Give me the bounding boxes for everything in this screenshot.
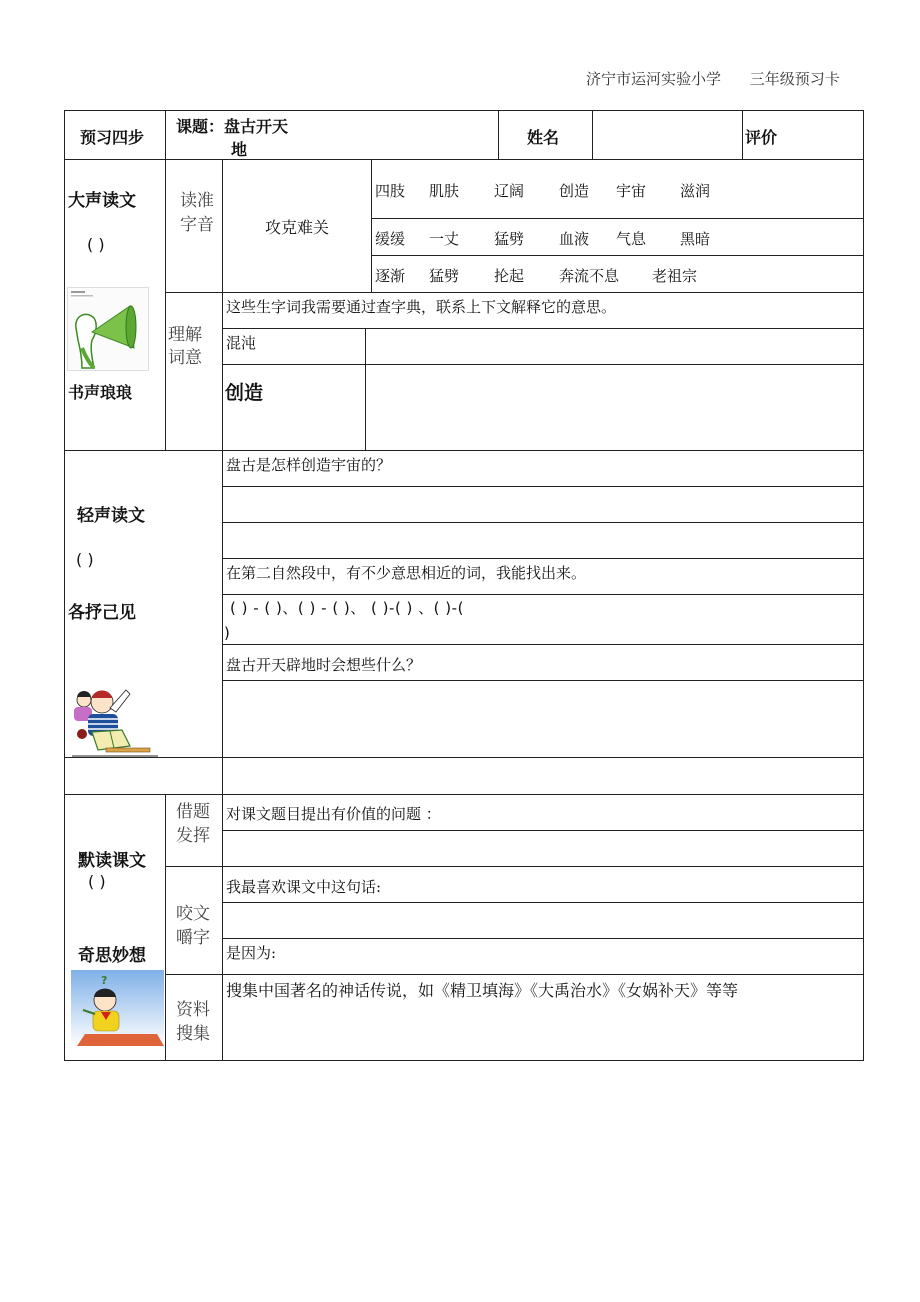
- q1-answer-1[interactable]: [222, 486, 864, 523]
- name-input[interactable]: [592, 110, 743, 160]
- word: 肌肤: [429, 182, 460, 200]
- collect-label-line2: 搜集: [176, 1024, 210, 1044]
- section1-sub-label: 书声琅琅: [68, 383, 133, 402]
- savor-reason-cell[interactable]: [222, 938, 864, 975]
- section1-main-label: 大声读文: [68, 191, 136, 211]
- section2-main-label: 轻声读文: [77, 506, 145, 526]
- section3-score-blank[interactable]: ( ): [88, 872, 106, 891]
- word-pairs-line1: ( ) - ( )、( ) - ( )、 ( )-( ) 、( )-(: [230, 599, 464, 617]
- word-chuangzao: 创造: [225, 382, 264, 404]
- q3-answer[interactable]: [222, 680, 864, 758]
- word: 气息: [616, 230, 647, 248]
- word: 逐渐: [375, 267, 406, 285]
- section2-score-blank[interactable]: ( ): [76, 550, 94, 569]
- word: 黑暗: [680, 230, 711, 248]
- collect-label-line1: 资料: [176, 1000, 210, 1020]
- ask-label-line2: 发挥: [176, 826, 210, 846]
- page-header: [586, 68, 864, 89]
- word: 奔流不息: [559, 267, 620, 285]
- word: 老祖宗: [652, 267, 698, 285]
- ask-answer[interactable]: [222, 830, 864, 867]
- savor-label-line2: 嚼字: [176, 928, 210, 948]
- word: 宇宙: [616, 182, 647, 200]
- svg-text:?: ?: [101, 974, 108, 987]
- section3-sub-label: 奇思妙想: [78, 946, 146, 966]
- megaphone-icon: [68, 288, 148, 370]
- thinking-child-icon: [71, 970, 164, 1046]
- collect-prompt: 搜集中国著名的神话传说，如《精卫填海》《大禹治水》《女娲补天》等等: [226, 981, 739, 1000]
- card-name: 三年级预习卡: [749, 70, 840, 88]
- section3-main-label: 默读课文: [78, 851, 146, 871]
- section2-sub-label: 各抒己见: [68, 603, 136, 623]
- meaning-label-cell: [165, 292, 223, 451]
- conquer-label: 攻克难关: [265, 218, 330, 237]
- meaning-answer-1[interactable]: [365, 328, 864, 365]
- eval-label: 评价: [745, 128, 778, 147]
- word: 血液: [559, 230, 590, 248]
- q1-answer-2[interactable]: [222, 522, 864, 559]
- student-illustration: [70, 680, 160, 757]
- word: 创造: [559, 182, 590, 200]
- word: 猛劈: [429, 267, 460, 285]
- word: 一丈: [429, 230, 460, 248]
- topic-label-line2: 地: [231, 140, 248, 159]
- meaning-answer-2[interactable]: [365, 364, 864, 451]
- word-pairs-line2: ): [224, 624, 230, 642]
- pronounce-label-line2: 字音: [180, 215, 214, 235]
- word: 猛劈: [494, 230, 525, 248]
- savor-label-line1: 咬文: [176, 904, 210, 924]
- q2-text: 在第二自然段中，有不少意思相近的词，我能找出来。: [226, 564, 587, 582]
- word: 抡起: [494, 267, 525, 285]
- word: 辽阔: [494, 182, 525, 200]
- steps-label: 预习四步: [80, 128, 145, 147]
- savor-prompt-2: 是因为:: [226, 944, 277, 962]
- thinking-child-illustration: [71, 970, 164, 1046]
- blank-row-right[interactable]: [222, 757, 864, 795]
- word: 滋润: [680, 182, 711, 200]
- word: 缓缓: [375, 230, 406, 248]
- school-name: 济宁市运河实验小学: [586, 70, 722, 88]
- word-hundun: 混沌: [226, 334, 257, 352]
- blank-row-left: [64, 757, 223, 795]
- megaphone-illustration: [67, 287, 149, 371]
- word: 四肢: [375, 182, 406, 200]
- pronounce-label-line1: 读准: [180, 191, 214, 211]
- topic-label: 课题：盘古开天: [176, 117, 289, 136]
- q3-text: 盘古开天辟地时会想些什么？: [226, 656, 422, 674]
- savor-answer[interactable]: [222, 902, 864, 939]
- meaning-instruction: 这些生字词我需要通过查字典，联系上下文解释它的意思。: [226, 298, 617, 316]
- ask-prompt: 对课文题目提出有价值的问题 ：: [226, 805, 441, 823]
- q1-text: 盘古是怎样创造宇宙的？: [226, 456, 392, 474]
- raising-hand-student-icon: [70, 680, 160, 757]
- savor-prompt-1: 我最喜欢课文中这句话:: [226, 878, 382, 896]
- ask-label-line1: 借题: [176, 802, 210, 822]
- meaning-label-line2: 词意: [168, 348, 202, 368]
- section1-score-blank[interactable]: ( ): [87, 235, 105, 254]
- name-label: 姓名: [527, 128, 560, 147]
- meaning-label-line1: 理解: [168, 325, 202, 345]
